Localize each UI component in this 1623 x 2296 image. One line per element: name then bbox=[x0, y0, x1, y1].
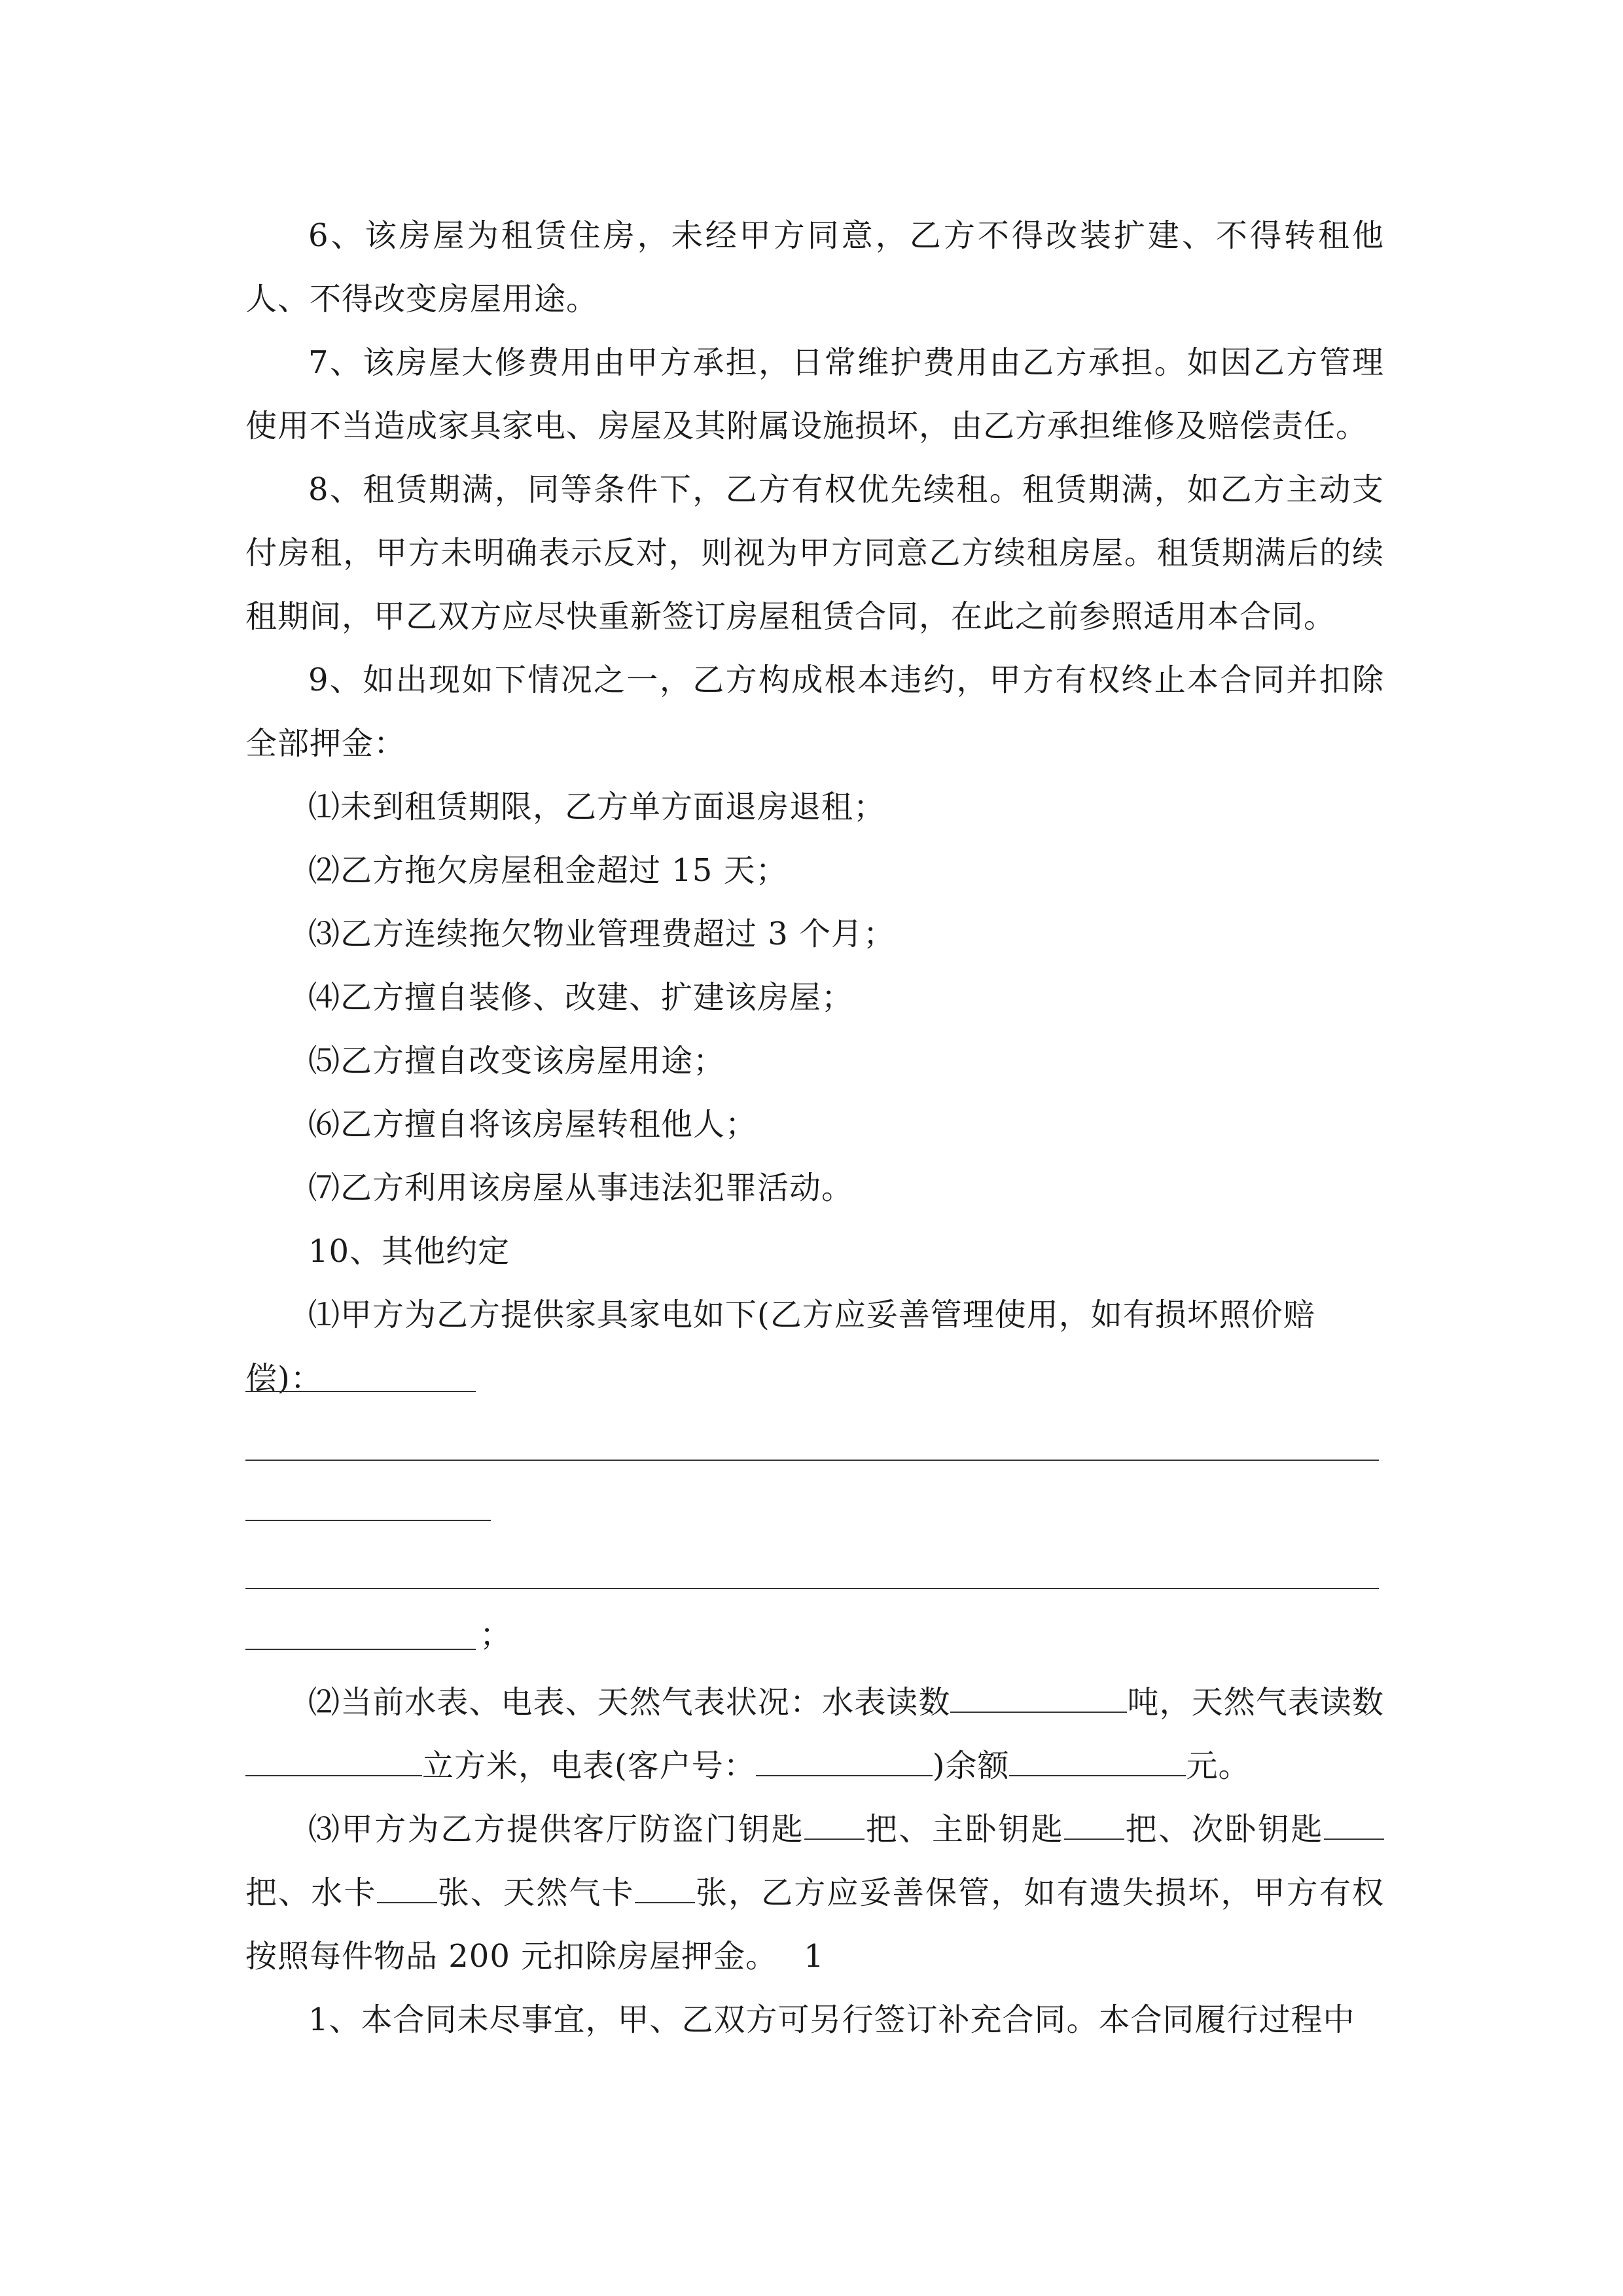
meter-text: )余额 bbox=[932, 1748, 1010, 1784]
balance-blank[interactable] bbox=[1009, 1746, 1186, 1776]
furniture-blank-line[interactable] bbox=[245, 1520, 491, 1521]
gas-meter-blank[interactable] bbox=[245, 1746, 422, 1776]
clause-6: 6、该房屋为租赁住房，未经甲方同意，乙方不得改装扩建、不得转租他人、不得改变房屋用途。 bbox=[245, 217, 1384, 317]
clause-next: 1、本合同未尽事宜，甲、乙双方可另行签订补充合同。本合同履行过程中 bbox=[308, 2001, 1355, 2038]
furniture-blank-line[interactable] bbox=[245, 1649, 476, 1650]
page-number: 1 bbox=[804, 1938, 825, 1975]
clause-10-heading: 10、其他约定 bbox=[308, 1233, 510, 1270]
contract-body-continued bbox=[245, 1671, 1384, 2052]
furniture-blank-line[interactable] bbox=[245, 1391, 476, 1392]
meter-text: 吨，天然气表读数 bbox=[1127, 1684, 1384, 1721]
keys-text: 张，乙方应妥善保管，如有遗失损坏，甲方有权按照每件物品 200 元扣除房屋押金。 bbox=[245, 1874, 1384, 1975]
keys-text: 把、主卧钥匙 bbox=[865, 1811, 1065, 1848]
meter-text: 元。 bbox=[1186, 1748, 1251, 1784]
door-key-blank[interactable] bbox=[804, 1810, 865, 1840]
contract-body bbox=[245, 204, 1384, 1410]
meter-text: 立方米，电表(客户号： bbox=[422, 1748, 756, 1784]
list-end-semicolon: ； bbox=[480, 1617, 512, 1653]
clause-10-1: ⑴甲方为乙方提供家具家电如下(乙方应妥善管理使用，如有损坏照价赔偿)： bbox=[245, 1297, 1315, 1397]
keys-text: 张、天然气卡 bbox=[437, 1874, 635, 1911]
meter-text: ⑵当前水表、电表、天然气表状况：水表读数 bbox=[308, 1684, 951, 1721]
furniture-blank-line[interactable] bbox=[245, 1460, 1379, 1461]
clause-9-item: ⑷乙方擅自装修、改建、扩建该房屋； bbox=[308, 979, 854, 1016]
furniture-blank-line[interactable] bbox=[245, 1588, 1379, 1589]
clause-9-item: ⑶乙方连续拖欠物业管理费超过 3 个月； bbox=[308, 916, 896, 952]
clause-7: 7、该房屋大修费用由甲方承担，日常维护费用由乙方承担。如因乙方管理使用不当造成家具家电、房屋及其附属设施损坏，由乙方承担维修及赔偿责任。 bbox=[245, 344, 1384, 444]
clause-10-2 bbox=[245, 1671, 1384, 1798]
keys-text: 把、次卧钥匙 bbox=[1124, 1811, 1324, 1848]
keys-text: ⑶甲方为乙方提供客厅防盗门钥匙 bbox=[308, 1811, 805, 1848]
clause-9-item: ⑵乙方拖欠房屋租金超过 15 天； bbox=[308, 852, 788, 889]
water-card-blank[interactable] bbox=[377, 1873, 437, 1903]
clause-9-item: ⑸乙方擅自改变该房屋用途； bbox=[308, 1043, 726, 1079]
clause-9-item: ⑹乙方擅自将该房屋转租他人； bbox=[308, 1106, 758, 1143]
master-key-blank[interactable] bbox=[1064, 1810, 1124, 1840]
keys-text: 把、水卡 bbox=[245, 1874, 377, 1911]
water-meter-blank[interactable] bbox=[950, 1683, 1127, 1713]
clause-8: 8、租赁期满，同等条件下，乙方有权优先续租。租赁期满，如乙方主动支付房租，甲方未明确表示反对，则视为甲方同意乙方续租房屋。租赁期满后的续租期间，甲乙双方应尽快重新签订房屋租赁合同，在此之前参照适用本合同。 bbox=[245, 471, 1384, 635]
clause-9-item: ⑴未到租赁期限，乙方单方面退房退租； bbox=[308, 789, 886, 825]
second-key-blank[interactable] bbox=[1324, 1810, 1384, 1840]
customer-number-blank[interactable] bbox=[756, 1746, 933, 1776]
clause-9-item: ⑺乙方利用该房屋从事违法犯罪活动。 bbox=[308, 1170, 854, 1206]
gas-card-blank[interactable] bbox=[635, 1873, 695, 1903]
clause-10-3 bbox=[245, 1798, 1384, 1988]
clause-9: 9、如出现如下情况之一，乙方构成根本违约，甲方有权终止本合同并扣除全部押金： bbox=[245, 662, 1384, 762]
